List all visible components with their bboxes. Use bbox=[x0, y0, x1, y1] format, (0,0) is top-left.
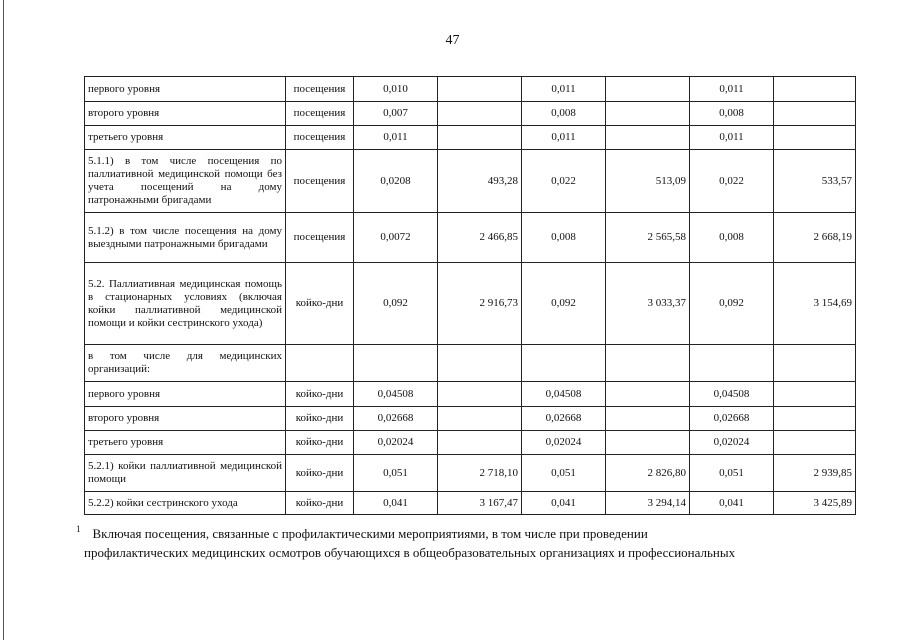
row-label: первого уровня bbox=[85, 77, 286, 102]
table-row bbox=[85, 102, 856, 126]
cost-2022 bbox=[774, 77, 856, 102]
row-label: 5.1.2) в том числе посещения на дому выездными патронажными бригадами bbox=[85, 213, 286, 263]
page-left-border bbox=[3, 0, 4, 640]
cost-2021 bbox=[606, 77, 690, 102]
volume-2022: 0,02024 bbox=[690, 431, 774, 455]
footnote-text-1: Включая посещения, связанные с профилактическими мероприятиями, в том числе при проведении bbox=[92, 526, 648, 541]
row-label: первого уровня bbox=[85, 382, 286, 407]
cost-2021: 2 565,58 bbox=[606, 213, 690, 263]
cost-2020 bbox=[438, 126, 522, 150]
footnote-line-1 bbox=[76, 520, 855, 543]
cost-2020: 2 466,85 bbox=[438, 213, 522, 263]
volume-2021: 0,092 bbox=[522, 263, 606, 345]
table-row bbox=[85, 213, 856, 263]
volume-2021: 0,022 bbox=[522, 150, 606, 213]
cost-2020 bbox=[438, 431, 522, 455]
volume-2020: 0,092 bbox=[354, 263, 438, 345]
cost-2022 bbox=[774, 345, 856, 382]
cost-2020: 493,28 bbox=[438, 150, 522, 213]
row-label: 5.1.1) в том числе посещения по паллиативной медицинской помощи без учета посещений на дому патронажными бригадами bbox=[85, 150, 286, 213]
row-label: третьего уровня bbox=[85, 431, 286, 455]
volume-2020: 0,0208 bbox=[354, 150, 438, 213]
cost-2020 bbox=[438, 77, 522, 102]
cost-2021: 3 294,14 bbox=[606, 492, 690, 515]
cost-2020 bbox=[438, 382, 522, 407]
row-unit: койко-дни bbox=[286, 263, 354, 345]
cost-2020 bbox=[438, 345, 522, 382]
table-row bbox=[85, 455, 856, 492]
cost-2022: 2 668,19 bbox=[774, 213, 856, 263]
volume-2021: 0,02668 bbox=[522, 407, 606, 431]
volume-2021: 0,011 bbox=[522, 77, 606, 102]
volume-2021: 0,008 bbox=[522, 102, 606, 126]
volume-2022: 0,092 bbox=[690, 263, 774, 345]
cost-2021 bbox=[606, 382, 690, 407]
volume-2022: 0,02668 bbox=[690, 407, 774, 431]
volume-2021: 0,011 bbox=[522, 126, 606, 150]
volume-2021: 0,041 bbox=[522, 492, 606, 515]
table-row bbox=[85, 407, 856, 431]
row-unit: койко-дни bbox=[286, 455, 354, 492]
volume-2020: 0,007 bbox=[354, 102, 438, 126]
cost-2020 bbox=[438, 102, 522, 126]
volume-2020: 0,010 bbox=[354, 77, 438, 102]
row-unit bbox=[286, 345, 354, 382]
table-row bbox=[85, 345, 856, 382]
cost-2022 bbox=[774, 407, 856, 431]
volume-2022: 0,011 bbox=[690, 77, 774, 102]
footnote bbox=[76, 520, 855, 562]
volume-2022: 0,008 bbox=[690, 213, 774, 263]
row-unit: посещения bbox=[286, 126, 354, 150]
cost-2020: 2 718,10 bbox=[438, 455, 522, 492]
cost-2022 bbox=[774, 382, 856, 407]
cost-2021: 513,09 bbox=[606, 150, 690, 213]
volume-2022: 0,008 bbox=[690, 102, 774, 126]
cost-2022: 3 154,69 bbox=[774, 263, 856, 345]
volume-2022: 0,022 bbox=[690, 150, 774, 213]
volume-2022: 0,011 bbox=[690, 126, 774, 150]
cost-2020: 3 167,47 bbox=[438, 492, 522, 515]
row-label: второго уровня bbox=[85, 102, 286, 126]
row-label: второго уровня bbox=[85, 407, 286, 431]
volume-2020: 0,04508 bbox=[354, 382, 438, 407]
cost-2022: 533,57 bbox=[774, 150, 856, 213]
volume-2021: 0,051 bbox=[522, 455, 606, 492]
volume-2022: 0,051 bbox=[690, 455, 774, 492]
cost-2022 bbox=[774, 431, 856, 455]
volume-2022: 0,04508 bbox=[690, 382, 774, 407]
cost-2020: 2 916,73 bbox=[438, 263, 522, 345]
row-unit: койко-дни bbox=[286, 492, 354, 515]
volume-2020: 0,041 bbox=[354, 492, 438, 515]
row-unit: посещения bbox=[286, 150, 354, 213]
table-row bbox=[85, 150, 856, 213]
table-row bbox=[85, 492, 856, 515]
cost-2022: 2 939,85 bbox=[774, 455, 856, 492]
row-label: третьего уровня bbox=[85, 126, 286, 150]
cost-2021 bbox=[606, 126, 690, 150]
volume-2020: 0,0072 bbox=[354, 213, 438, 263]
table-row bbox=[85, 431, 856, 455]
footnote-marker: 1 bbox=[76, 524, 81, 534]
volume-2020: 0,02668 bbox=[354, 407, 438, 431]
cost-2021 bbox=[606, 345, 690, 382]
footnote-line-2: профилактических медицинских осмотров обучающихся в общеобразовательных организациях и профессиональных bbox=[84, 545, 736, 560]
row-label: 5.2.2) койки сестринского ухода bbox=[85, 492, 286, 515]
row-unit: койко-дни bbox=[286, 382, 354, 407]
volume-2022 bbox=[690, 345, 774, 382]
volume-2020: 0,011 bbox=[354, 126, 438, 150]
row-unit: посещения bbox=[286, 102, 354, 126]
table-row bbox=[85, 77, 856, 102]
row-unit: койко-дни bbox=[286, 431, 354, 455]
cost-2021 bbox=[606, 102, 690, 126]
volume-2022: 0,041 bbox=[690, 492, 774, 515]
volume-2021: 0,04508 bbox=[522, 382, 606, 407]
cost-2022 bbox=[774, 102, 856, 126]
table-row bbox=[85, 126, 856, 150]
volume-2020: 0,02024 bbox=[354, 431, 438, 455]
cost-2022: 3 425,89 bbox=[774, 492, 856, 515]
cost-2020 bbox=[438, 407, 522, 431]
row-label: в том числе для медицинских организаций: bbox=[85, 345, 286, 382]
volume-2020 bbox=[354, 345, 438, 382]
cost-2021 bbox=[606, 407, 690, 431]
volume-2021: 0,008 bbox=[522, 213, 606, 263]
row-unit: посещения bbox=[286, 213, 354, 263]
cost-2021: 3 033,37 bbox=[606, 263, 690, 345]
row-unit: посещения bbox=[286, 77, 354, 102]
cost-2021: 2 826,80 bbox=[606, 455, 690, 492]
cost-2021 bbox=[606, 431, 690, 455]
page-number: 47 bbox=[445, 33, 460, 48]
volume-2021 bbox=[522, 345, 606, 382]
table-row bbox=[85, 382, 856, 407]
row-label: 5.2.1) койки паллиативной медицинской помощи bbox=[85, 455, 286, 492]
volume-2021: 0,02024 bbox=[522, 431, 606, 455]
volume-2020: 0,051 bbox=[354, 455, 438, 492]
table-row bbox=[85, 263, 856, 345]
row-label: 5.2. Паллиативная медицинская помощь в стационарных условиях (включая койки паллиативной медицинской помощи и койки сестринского ухода) bbox=[85, 263, 286, 345]
row-unit: койко-дни bbox=[286, 407, 354, 431]
cost-2022 bbox=[774, 126, 856, 150]
norms-table bbox=[84, 76, 856, 515]
